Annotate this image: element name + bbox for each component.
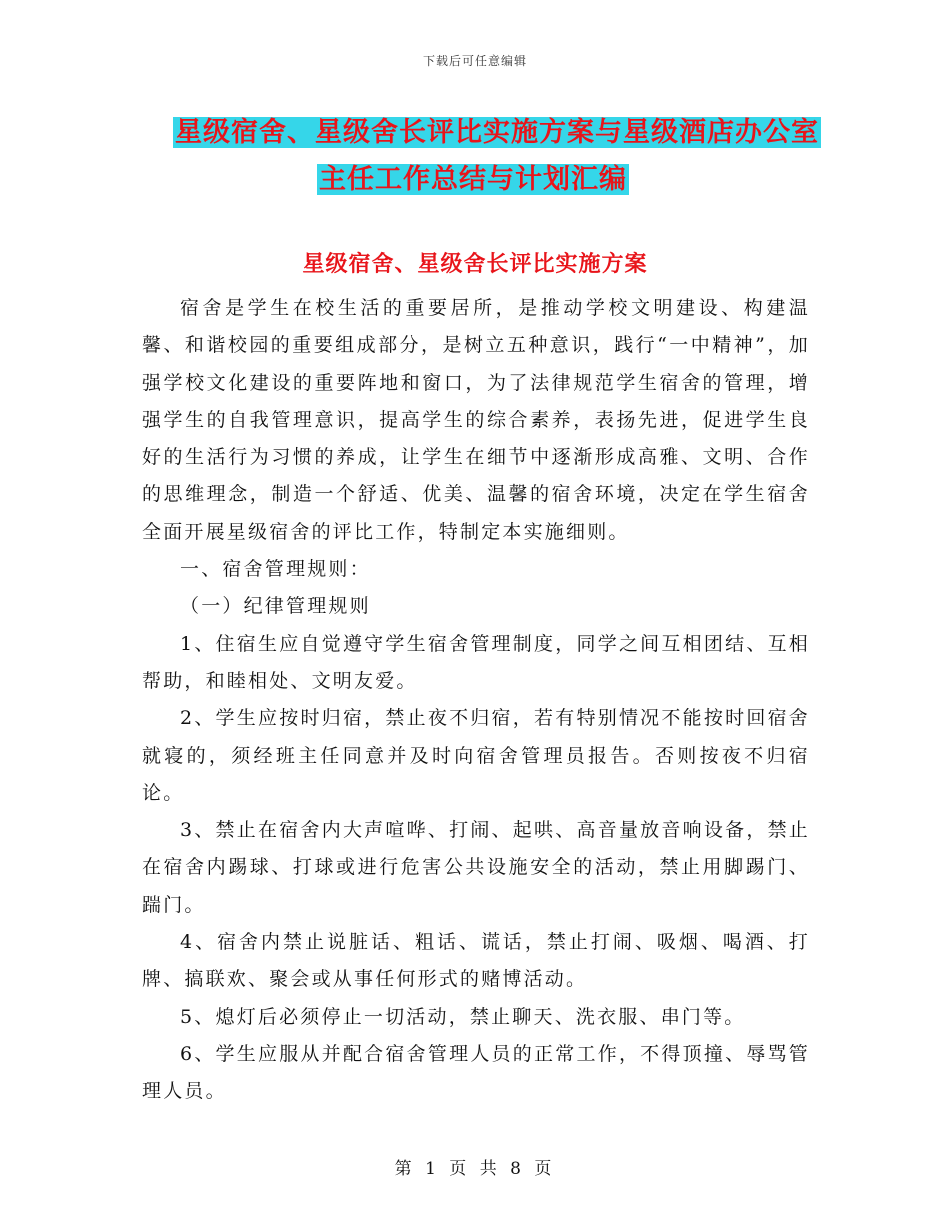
document-title-text-2: 主任工作总结与计划汇编 [319, 164, 627, 195]
document-title-line-1 [22, 110, 950, 149]
rule-paragraph-6: 6、学生应服从并配合宿舍管理人员的正常工作，不得顶撞、辱骂管理人员。 [142, 1042, 810, 1103]
intro-paragraph: 宿舍是学生在校生活的重要居所，是推动学校文明建设、构建温馨、和谐校园的重要组成部分，是树立五种意识，践行“一中精神”，加强学校文化建设的重要阵地和窗口，为了法律规范学生宿舍的管理，增强学生的自我管理意识，提高学生的综合素养，表扬先进，促进学生良好的生活行为习惯的养成，让学生在细节中逐渐形成高雅、文明、合作的思维理念，制造一个舒适、优美、温馨的宿舍环境，决定在学生宿舍全面开展星级宿舍的评比工作，特制定本实施细则。 [142, 297, 810, 543]
document-title-line-2 [0, 157, 948, 196]
rule-paragraph-3: 3、禁止在宿舍内大声喧哗、打闹、起哄、高音量放音响设备，禁止在宿舍内踢球、打球或进行危害公共设施安全的活动，禁止用脚踢门、踹门。 [142, 819, 810, 916]
document-title-text-1: 星级宿舍、星级舍长评比实施方案与星级酒店办公室 [175, 117, 819, 148]
rule-paragraph-1: 1、住宿生应自觉遵守学生宿舍管理制度，同学之间互相团结、互相帮助，和睦相处、文明友爱。 [142, 632, 810, 692]
rule-paragraph-4: 4、宿舍内禁止说脏话、粗话、谎话，禁止打闹、吸烟、喝酒、打牌、搞联欢、聚会或从事任何形式的赌博活动。 [142, 931, 810, 991]
heading-dorm-rules: 一、宿舍管理规则： [180, 558, 371, 581]
header-note: 下载后可任意编辑 [422, 54, 527, 68]
document-body [142, 290, 810, 1111]
subheading-discipline-rules: （一）纪律管理规则 [180, 595, 371, 618]
rule-paragraph-5: 5、熄灯后必须停止一切活动，禁止聊天、洗衣服、串门等。 [180, 1005, 746, 1028]
page-number-footer: 第 1 页 共 8 页 [394, 1159, 556, 1179]
section-title: 星级宿舍、星级舍长评比实施方案 [302, 251, 648, 277]
rule-paragraph-2: 2、学生应按时归宿，禁止夜不归宿，若有特别情况不能按时回宿舍就寝的，须经班主任同意并及时向宿舍管理员报告。否则按夜不归宿论。 [142, 707, 810, 804]
